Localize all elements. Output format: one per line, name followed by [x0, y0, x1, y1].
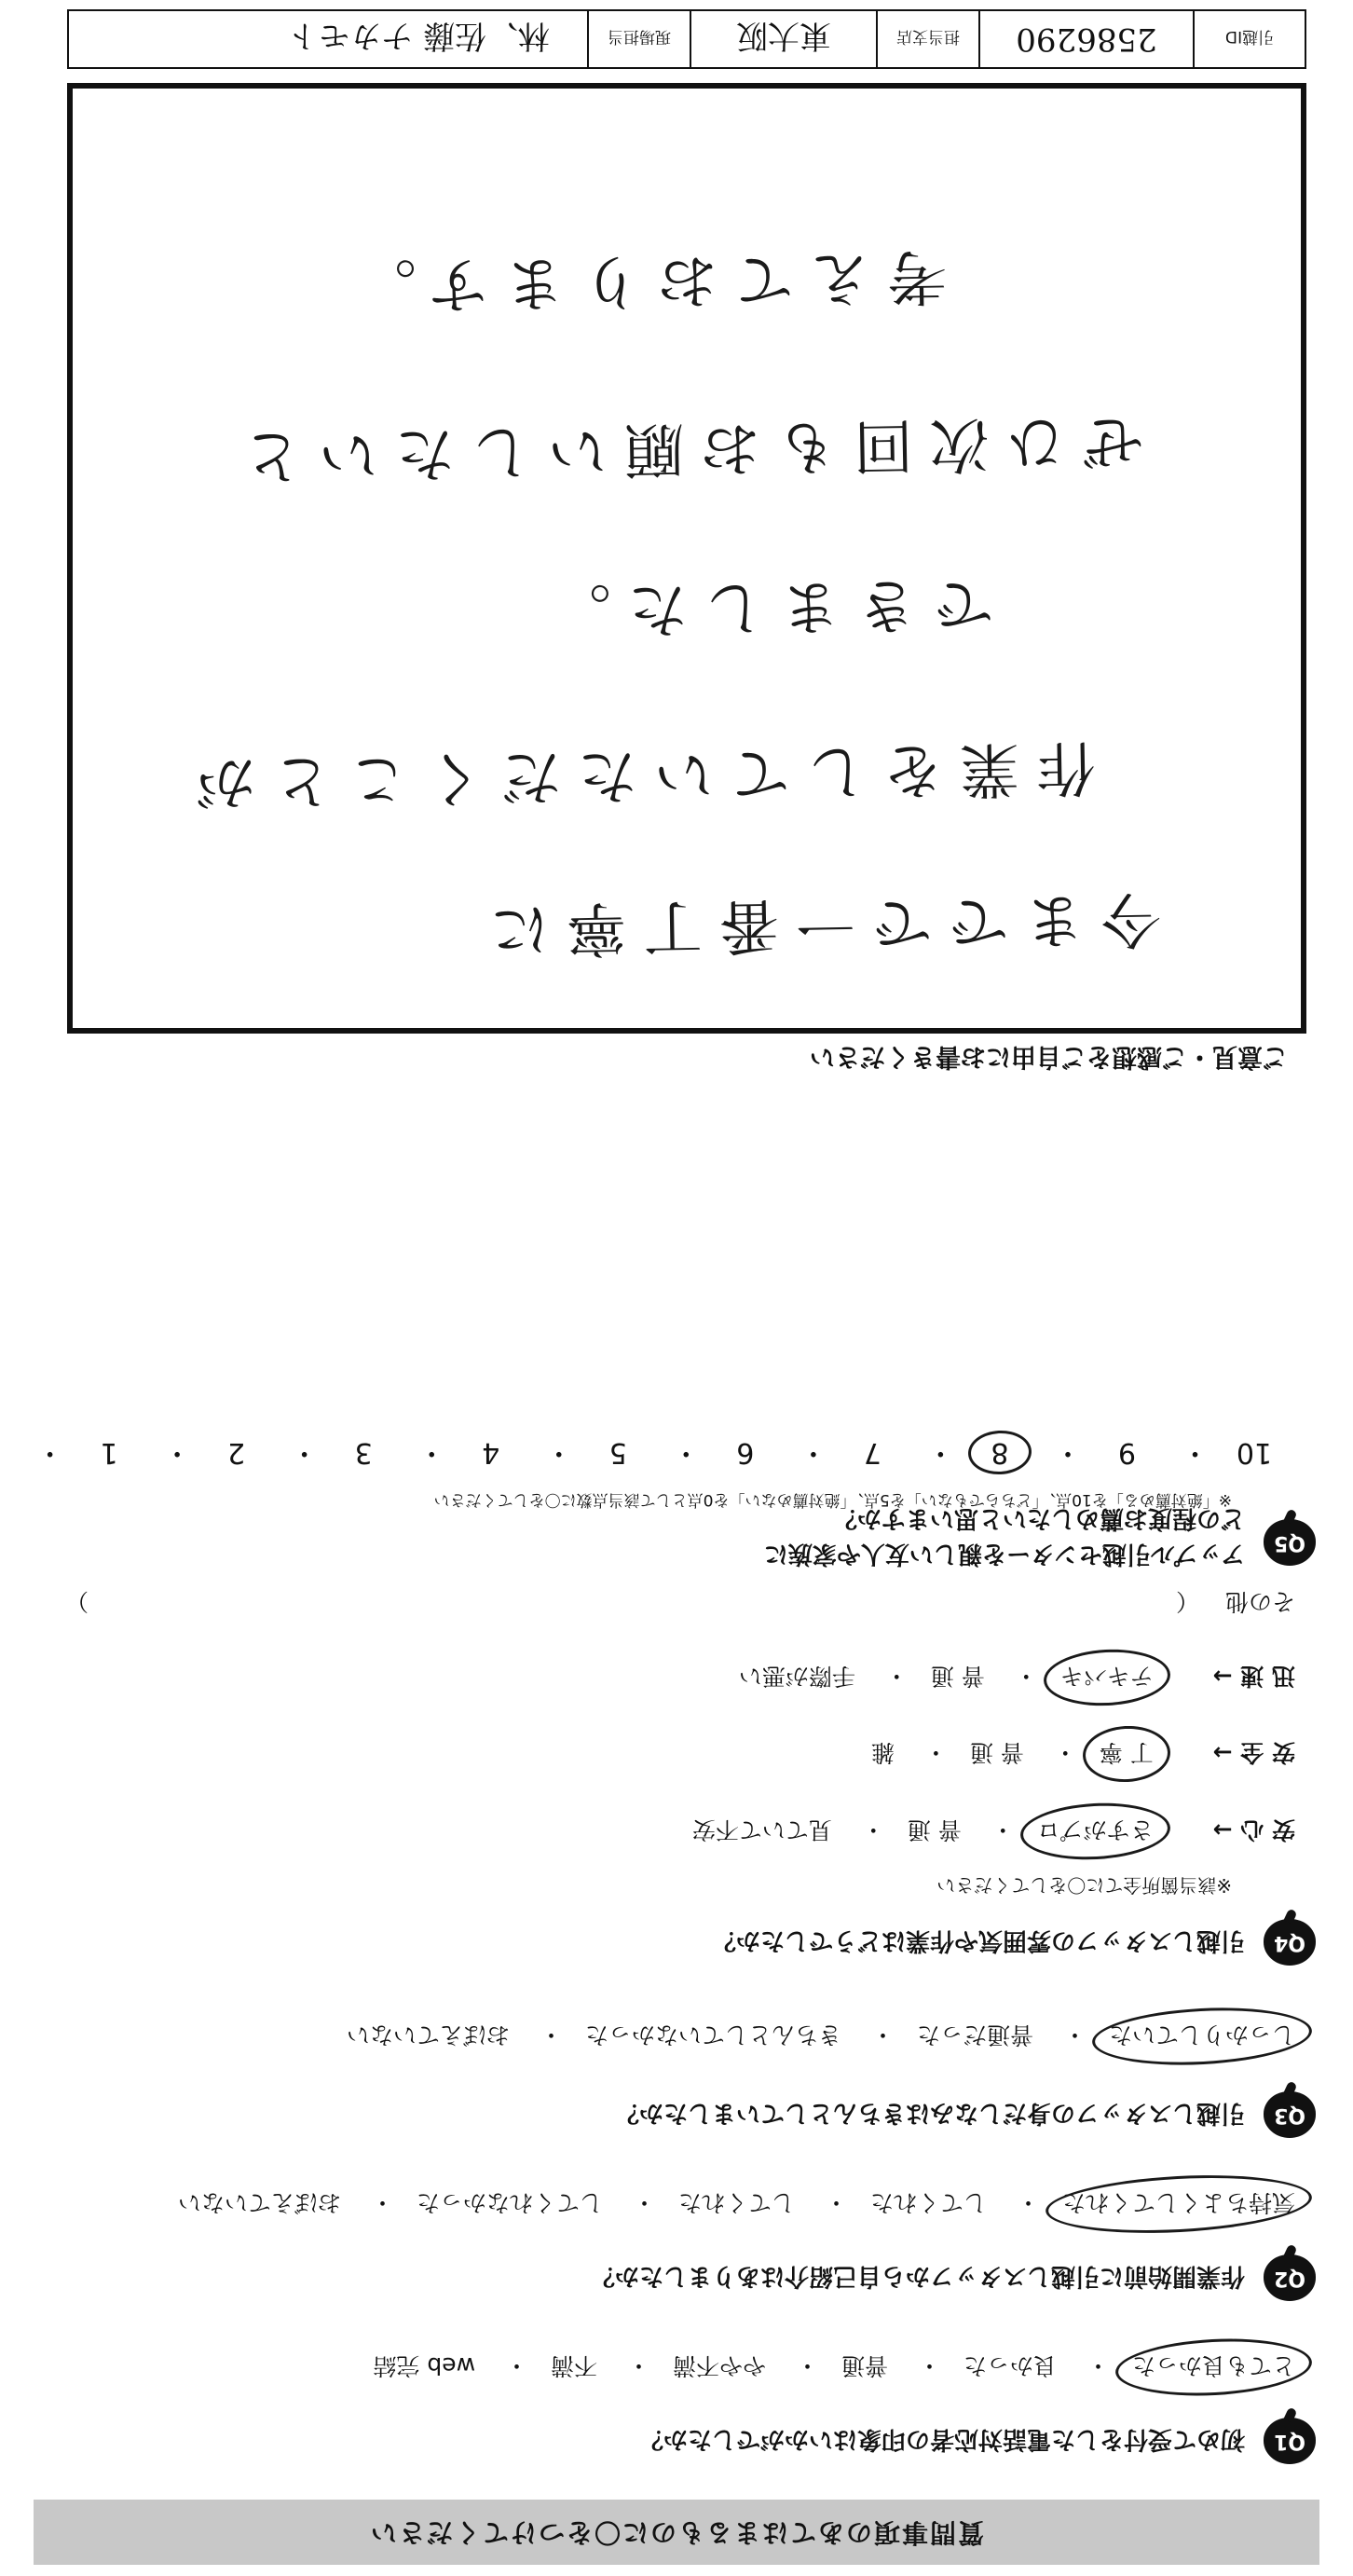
q1-options: とても良かった・ 良かった・ 普通・ やや不満・ 不満・ web 完結: [363, 2345, 1305, 2390]
staff-value-cell: 林、佐藤 ナカモト: [286, 17, 550, 55]
q4-row-anshin: 安 心 → さすがプロ・ 普 通・ 見ていて不安: [683, 1809, 1305, 1854]
scale-6[interactable]: 6: [736, 1436, 755, 1469]
id-label-cell: 引越ID: [1193, 11, 1305, 67]
q3-option-1[interactable]: しっかりしていた: [1100, 2014, 1305, 2059]
q4-option[interactable]: 普 通: [969, 1739, 1024, 1766]
q2-option-1[interactable]: 気持ちよくしてくれた: [1053, 2182, 1305, 2227]
q1-option-6[interactable]: web 完結: [373, 2352, 476, 2379]
handwritten-line-1: 今までで一番丁寧に: [472, 883, 1162, 965]
scale-5[interactable]: 5: [608, 1436, 627, 1469]
q1-option-4[interactable]: やや不満: [673, 2352, 767, 2379]
q4-row-jinsoku: 迅 速 → テキパキ・ 普 通・ 手際が悪い: [730, 1655, 1305, 1700]
q4-row-label: 迅 速 →: [1212, 1663, 1295, 1690]
scale-4[interactable]: 4: [482, 1436, 500, 1469]
q5-scale: 10・ 9・ 8・ 7・ 6・ 5・ 4・ 3・ 2・ 1・: [0, 1435, 1278, 1476]
comment-label: ご意見・ご感想をご自由にお書きください: [810, 1042, 1288, 1071]
comment-box[interactable]: [67, 83, 1306, 1034]
info-table: [67, 9, 1306, 69]
instruction-banner: [34, 2500, 1319, 2565]
branch-label-cell: 担当支店: [876, 11, 978, 67]
q2-option-5[interactable]: おぼえていない: [178, 2189, 342, 2216]
q2-question: 作業開始前に引越しスタッフから自己紹介はありましたか？: [590, 2262, 1245, 2290]
q3-question: 引越しスタッフの身だしなみはきちんとしていましたか？: [614, 2099, 1245, 2127]
q1-option-5[interactable]: 不満: [551, 2352, 598, 2379]
q4-option[interactable]: 雑: [870, 1739, 895, 1766]
q3-option-3[interactable]: きちんとしていなかった: [585, 2021, 842, 2048]
q1-option-3[interactable]: 普通: [841, 2352, 889, 2379]
q1-badge: Q1: [1264, 2418, 1316, 2464]
handwritten-line-5: 考えております。: [339, 240, 948, 321]
q2-options: 気持ちよくしてくれた・ してくれた・ してくれた・ してくれなかった・ おぼえていない: [169, 2182, 1305, 2227]
q3-option-4[interactable]: おぼえていない: [347, 2021, 511, 2048]
scale-8[interactable]: 8: [976, 1436, 1024, 1469]
q4-option[interactable]: さすがプロ: [1028, 1809, 1163, 1854]
q4-row-anzen: 安 全 → 丁 寧・ 普 通・ 雑: [862, 1732, 1305, 1776]
scale-2[interactable]: 2: [227, 1436, 246, 1469]
scale-10[interactable]: 10: [1236, 1436, 1273, 1469]
q3-options: しっかりしていた・ 普通だった・ きちんとしていなかった・ おぼえていない: [337, 2014, 1305, 2059]
scale-1[interactable]: 1: [100, 1436, 118, 1469]
q2-option-2[interactable]: してくれた: [870, 2189, 988, 2216]
q5-badge: Q5: [1264, 1519, 1316, 1566]
scale-0[interactable]: [0, 1436, 7, 1469]
q4-option[interactable]: 見ていて不安: [691, 1816, 832, 1843]
handwritten-line-4: ぜひ次回もお願いしたいと: [225, 405, 1143, 491]
q1-option-2[interactable]: 良かった: [964, 2352, 1058, 2379]
q5-question-line1: アップル引越センターを親しい友人や家族に: [763, 1540, 1245, 1568]
q4-option[interactable]: テキパキ: [1051, 1655, 1163, 1700]
q4-other-label: その他: [1224, 1588, 1295, 1615]
q4-option[interactable]: 普 通: [930, 1663, 985, 1690]
q4-other-close: ）: [65, 1588, 89, 1615]
q5-note: ※「絶対薦める」を10点、「どちらでもない」を5点、「絶対薦めない」を0点として該当点数に〇をしてください: [433, 1490, 1232, 1509]
q4-other: [56, 1581, 1305, 1625]
q5-question-line2: どの程度お薦めしたいと思いますか？: [832, 1504, 1245, 1532]
scale-7[interactable]: 7: [863, 1436, 882, 1469]
q2-option-4[interactable]: してくれなかった: [417, 2189, 604, 2216]
q3-badge: Q3: [1264, 2091, 1316, 2138]
q4-option[interactable]: 手際が悪い: [738, 1663, 855, 1690]
q4-row-label: 安 全 →: [1212, 1739, 1295, 1766]
q2-badge: Q2: [1264, 2254, 1316, 2301]
q2-option-3[interactable]: してくれた: [678, 2189, 796, 2216]
scale-3[interactable]: 3: [354, 1436, 373, 1469]
q4-option[interactable]: 普 通: [907, 1816, 962, 1843]
q4-note: ※該当箇所全てに〇をしてください: [936, 1874, 1232, 1897]
branch-value-cell: 東大阪: [690, 11, 876, 67]
scale-9[interactable]: 9: [1117, 1436, 1136, 1469]
q1-option-1[interactable]: とても良かった: [1123, 2345, 1305, 2390]
q3-option-2[interactable]: 普通だった: [917, 2021, 1034, 2048]
q1-question: 初めて受付をした電話対応者の印象はいかがでしたか？: [638, 2425, 1245, 2453]
q4-badge: Q4: [1264, 1919, 1316, 1966]
q4-other-open: （: [1176, 1588, 1200, 1615]
q4-row-label: 安 心 →: [1212, 1816, 1295, 1843]
instruction-text: 質問事項のあてはまるものに〇をつけてください: [369, 2517, 985, 2548]
q4-question: 引越しスタッフの雰囲気や作業はどうでしたか？: [711, 1926, 1245, 1954]
q4-option[interactable]: 丁 寧: [1090, 1732, 1163, 1776]
handwritten-line-2: 作業をしていただくことが: [178, 732, 1097, 817]
handwritten-line-3: できました。: [534, 568, 994, 646]
staff-label-cell: 現場担当: [587, 11, 690, 67]
id-value-cell: 2586290: [978, 11, 1193, 67]
